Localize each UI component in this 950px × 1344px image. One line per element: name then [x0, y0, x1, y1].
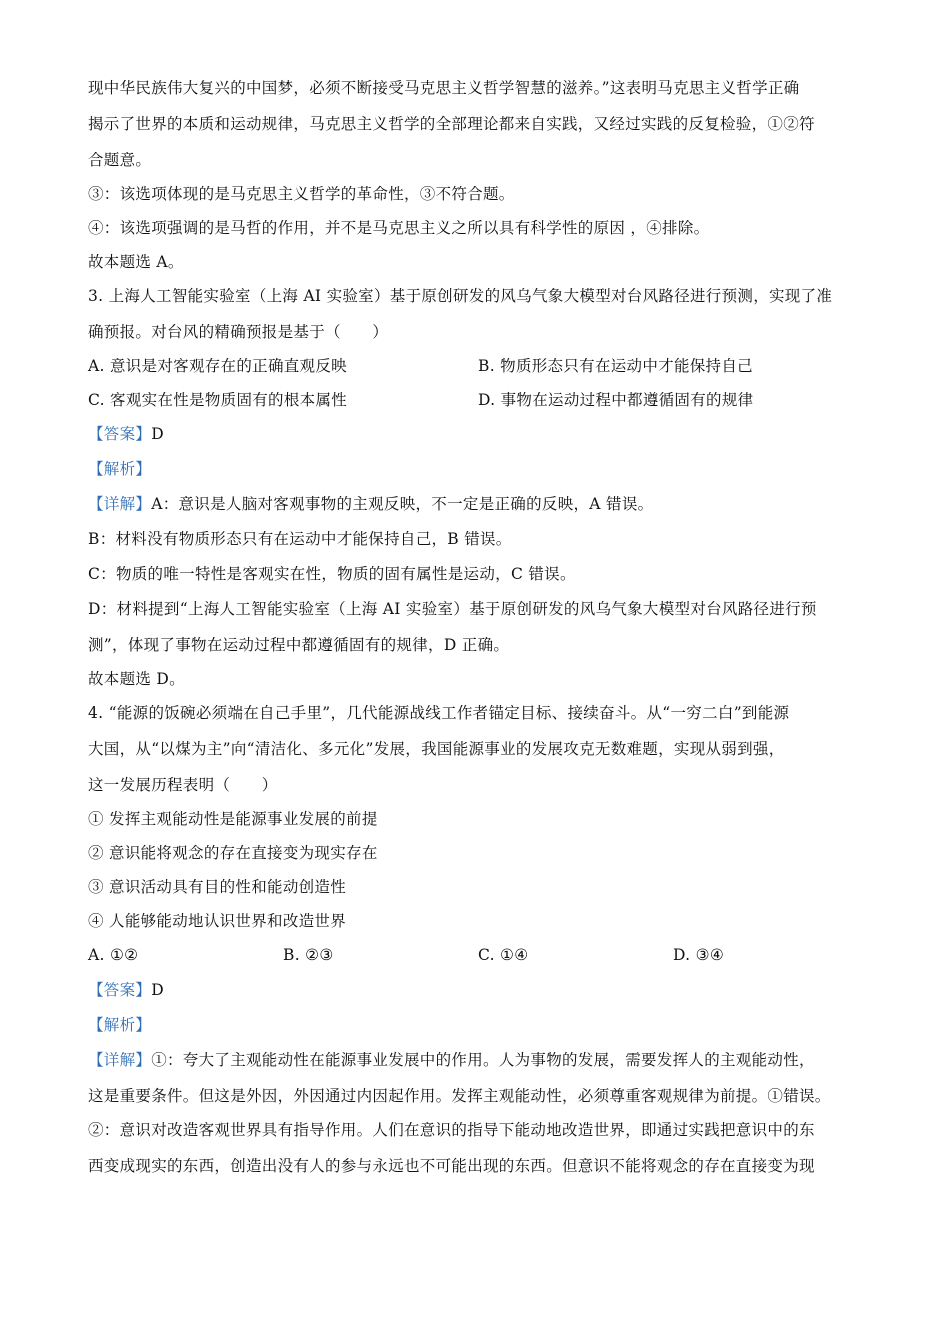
q3-analysis-heading: [88, 457, 868, 492]
answer-value: D: [151, 981, 164, 999]
document-page: [88, 76, 868, 1190]
q2-text-line: 揭示了世界的本质和运动规律，马克思主义哲学的全部理论都来自实践，又经过实践的反复检验，①②符: [88, 115, 815, 133]
q3-conclusion: 故本题选 D。: [88, 670, 185, 688]
analysis-tag: 【解析】: [88, 1016, 152, 1034]
q4-stem-line: 4. “能源的饭碗必须端在自己手里”，几代能源战线工作者锚定目标、接续奋斗。从“一穷二白”到能源: [88, 704, 790, 722]
q3-options-row: [88, 354, 868, 388]
detail-tag: 【详解】: [88, 1051, 152, 1069]
q3-detail-line: [88, 492, 868, 527]
q4-answer: [88, 978, 868, 1013]
q3-detail-b: B：材料没有物质形态只有在运动中才能保持自己，B 错误。: [88, 530, 512, 548]
q4-statement-2: ② 意识能将观念的存在直接变为现实存在: [88, 844, 378, 862]
analysis-tag: 【解析】: [88, 460, 152, 478]
q4-detail-line: [88, 1048, 868, 1084]
q4-stem-line: 这一发展历程表明（ ）: [88, 776, 278, 794]
q4-option-b: B. ②③: [283, 946, 334, 964]
q3-option-a: A. 意识是对客观存在的正确直观反映: [88, 357, 347, 375]
q3-options-row: [88, 388, 868, 422]
q4-analysis-heading: [88, 1013, 868, 1048]
answer-tag: 【答案】: [88, 981, 152, 999]
q3-detail-a: A：意识是人脑对客观事物的主观反映，不一定是正确的反映，A 错误。: [151, 495, 654, 513]
q3-option-c: C. 客观实在性是物质固有的根本属性: [88, 391, 348, 409]
q4-statement-1: ① 发挥主观能动性是能源事业发展的前提: [88, 810, 378, 828]
q4-statement-4: ④ 人能够能动地认识世界和改造世界: [88, 912, 347, 930]
q3-stem-line: 确预报。对台风的精确预报是基于（ ）: [88, 323, 389, 341]
q4-stem-line: 大国，从“以煤为主”向“清洁化、多元化”发展，我国能源事业的发展攻克无数难题，实现从弱到强，: [88, 740, 785, 758]
detail-tag: 【详解】: [88, 495, 152, 513]
q4-option-d: D. ③④: [673, 946, 725, 964]
q2-conclusion: 故本题选 A。: [88, 253, 184, 271]
answer-tag: 【答案】: [88, 425, 152, 443]
q2-text-line: 现中华民族伟大复兴的中国梦，必须不断接受马克思主义哲学智慧的滋养。”这表明马克思主义哲学正确: [88, 79, 800, 97]
q2-option-3-analysis: ③：该选项体现的是马克思主义哲学的革命性，③不符合题。: [88, 185, 515, 203]
q3-detail-d-cont: 测”，体现了事物在运动过程中都遵循固有的规律，D 正确。: [88, 636, 510, 654]
q4-option-c: C. ①④: [478, 946, 529, 964]
q4-detail-2: ②：意识对改造客观世界具有指导作用。人们在意识的指导下能动地改造世界，即通过实践把意识中的东: [88, 1121, 815, 1139]
q3-detail-d: D：材料提到“上海人工智能实验室（上海 AI 实验室）基于原创研发的风乌气象大模型对台风路径进行预: [88, 600, 817, 618]
q4-statement-3: ③ 意识活动具有目的性和能动创造性: [88, 878, 347, 896]
q3-option-d: D. 事物在运动过程中都遵循固有的规律: [478, 391, 754, 409]
q3-stem-line: 3. 上海人工智能实验室（上海 AI 实验室）基于原创研发的风乌气象大模型对台风路径进行预测，实现了准: [88, 287, 833, 305]
q4-detail-2-cont: 西变成现实的东西，创造出没有人的参与永远也不可能出现的东西。但意识不能将观念的存在直接变为现: [88, 1157, 815, 1175]
q3-option-b: B. 物质形态只有在运动中才能保持自己: [478, 357, 753, 375]
answer-value: D: [151, 425, 164, 443]
q4-detail-1: ①：夸大了主观能动性在能源事业发展中的作用。人为事物的发展，需要发挥人的主观能动性，: [151, 1051, 815, 1069]
q2-text-line: 合题意。: [88, 151, 152, 169]
q3-answer: [88, 422, 868, 457]
q3-detail-c: C：物质的唯一特性是客观实在性，物质的固有属性是运动，C 错误。: [88, 565, 576, 583]
q4-detail-1-cont: 这是重要条件。但这是外因，外因通过内因起作用。发挥主观能动性，必须尊重客观规律为前提。①错误。: [88, 1087, 831, 1105]
q2-option-4-analysis: ④：该选项强调的是马哲的作用，并不是马克思主义之所以具有科学性的原因 ，④排除。: [88, 219, 710, 237]
q4-option-a: A. ①②: [88, 946, 139, 964]
q4-options-row: [88, 943, 868, 978]
